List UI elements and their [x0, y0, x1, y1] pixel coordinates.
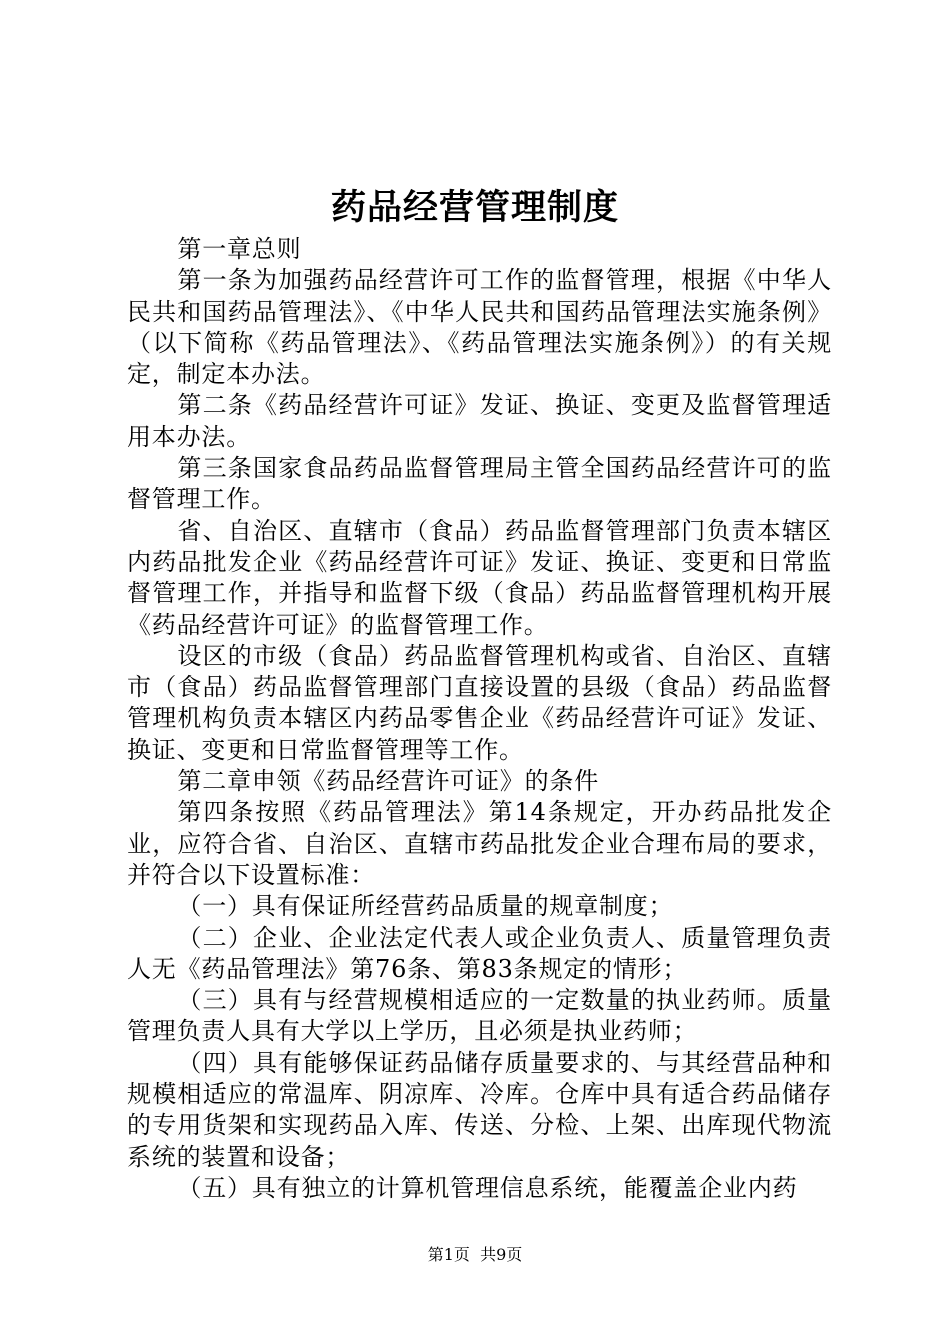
paragraph: 第三条国家食品药品监督管理局主管全国药品经营许可的监督管理工作。 [127, 454, 832, 514]
list-item: （三）具有与经营规模相适应的一定数量的执业药师。质量管理负责人具有大学以上学历，且必须是执业药师； [127, 986, 832, 1046]
paragraph: 第二条《药品经营许可证》发证、换证、变更及监督管理适用本办法。 [127, 391, 832, 451]
document-title: 药品经营管理制度 [330, 187, 619, 228]
paragraph: 第四条按照《药品管理法》第14条规定，开办药品批发企业，应符合省、自治区、直辖市药品批发企业合理布局的要求，并符合以下设置标准： [127, 798, 832, 889]
list-item: （五）具有独立的计算机管理信息系统，能覆盖企业内药 [177, 1173, 798, 1202]
list-item: （二）企业、企业法定代表人或企业负责人、质量管理负责人无《药品管理法》第76条、第83条规定的情形； [127, 923, 832, 983]
chapter-heading: 第一章总则 [177, 235, 302, 263]
page-number: 第1页 共9页 [427, 1245, 523, 1264]
paragraph: 第一条为加强药品经营许可工作的监督管理，根据《中华人民共和国药品管理法》、《中华人民共和国药品管理法实施条例》（以下简称《药品管理法》、《药品管理法实施条例》）的有关规定，制定本办法。 [127, 266, 832, 389]
document-body [127, 234, 832, 1204]
paragraph: 设区的市级（食品）药品监督管理机构或省、自治区、直辖市（食品）药品监督管理部门直接设置的县级（食品）药品监督管理机构负责本辖区内药品零售企业《药品经营许可证》发证、换证、变更和日常监督管理等工作。 [127, 641, 832, 764]
list-item: （四）具有能够保证药品储存质量要求的、与其经营品种和规模相适应的常温库、阴凉库、冷库。仓库中具有适合药品储存的专用货架和实现药品入库、传送、分检、上架、出库现代物流系统的装置和设备； [127, 1048, 832, 1171]
paragraph: 省、自治区、直辖市（食品）药品监督管理部门负责本辖区内药品批发企业《药品经营许可证》发证、换证、变更和日常监督管理工作，并指导和监督下级（食品）药品监督管理机构开展《药品经营许可证》的监督管理工作。 [127, 516, 832, 639]
list-item: （一）具有保证所经营药品质量的规章制度； [177, 892, 674, 921]
page-footer [0, 1244, 950, 1266]
chapter-heading: 第二章申领《药品经营许可证》的条件 [177, 767, 599, 796]
